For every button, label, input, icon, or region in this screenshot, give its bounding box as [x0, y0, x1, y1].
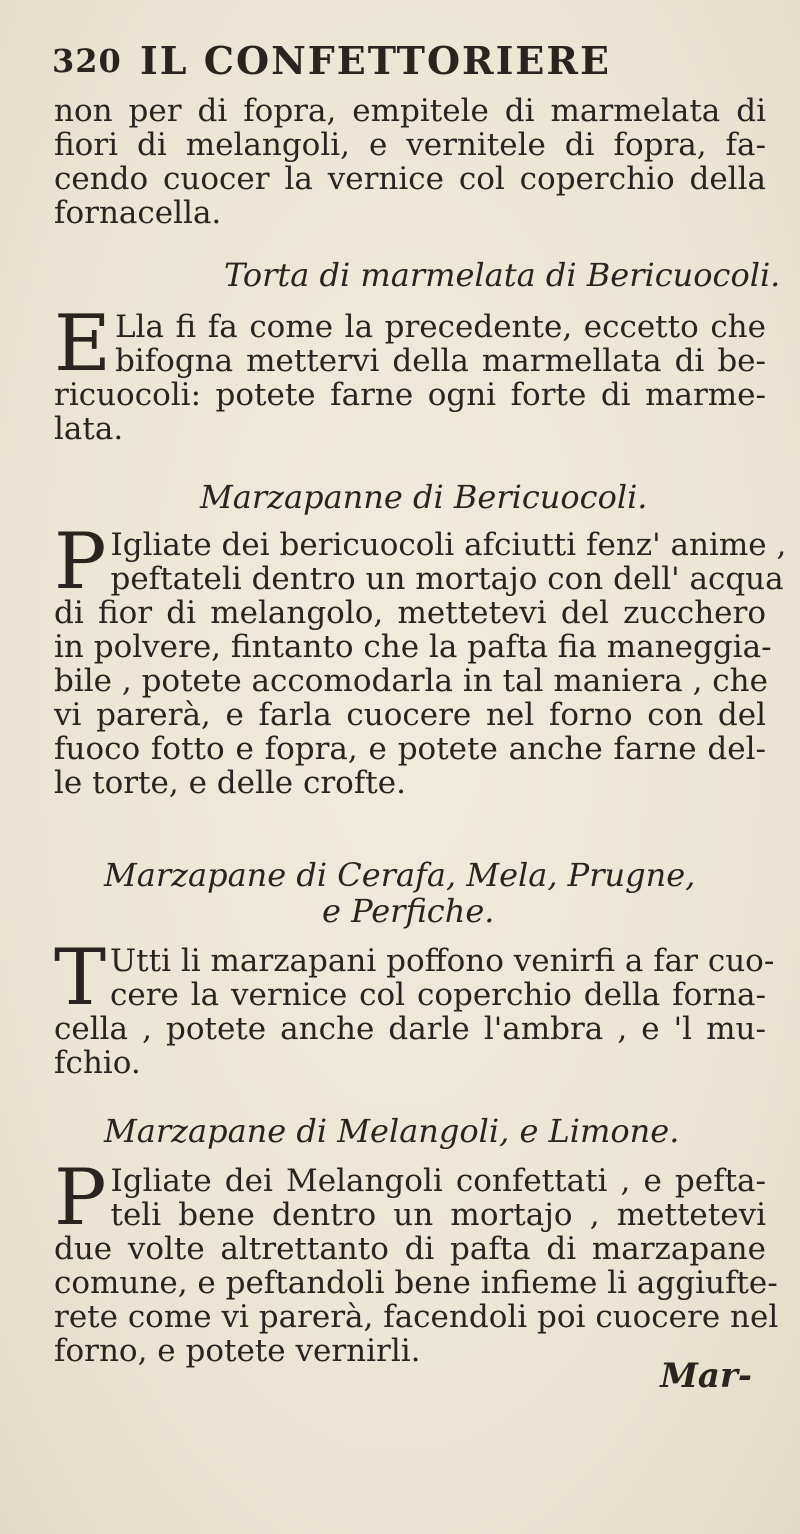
text-line: forno, e potete vernirli. — [54, 1333, 421, 1369]
drop-cap: P — [54, 1153, 107, 1243]
text-line: comune, e peftandoli bene infieme li aggiufte- — [54, 1265, 778, 1301]
drop-cap: P — [54, 517, 107, 607]
text-line: due volte altrettanto di pafta di marzapane — [54, 1231, 766, 1267]
section-title: Marzapanne di Bericuocoli. — [200, 478, 648, 516]
text-line: di fior di melangolo, mettetevi del zucchero — [54, 595, 766, 631]
text-line: fornacella. — [54, 195, 222, 231]
text-line: Igliate dei Melangoli confettati , e pefta- — [110, 1163, 766, 1199]
text-line: Igliate dei bericuocoli afciutti fenz' anime , — [110, 527, 787, 563]
page-header — [52, 38, 752, 88]
text-line: ricuocoli: potete farne ogni forte di marme- — [54, 377, 766, 413]
text-line: fchio. — [54, 1045, 141, 1081]
text-line: cere la vernice col coperchio della forna- — [110, 977, 766, 1013]
section-title: Marzapane di Melangoli, e Limone. — [104, 1112, 680, 1150]
section-title: Torta di marmelata di Bericuocoli. — [224, 256, 781, 294]
text-line: teli bene dentro un mortajo , mettetevi — [110, 1197, 766, 1233]
section-title-continued: e Perfiche. — [322, 892, 495, 930]
page-number: 320 — [52, 42, 122, 80]
text-line: cendo cuocer la vernice col coperchio della — [54, 161, 766, 197]
text-line: fuoco fotto e fopra, e potete anche farne del- — [54, 731, 766, 767]
text-line: bifogna mettervi della marmellata di be- — [114, 343, 766, 379]
text-line: lata. — [54, 411, 124, 447]
text-line: cella , potete anche darle l'ambra , e 'l mu- — [54, 1011, 766, 1047]
text-line: peftateli dentro un mortajo con dell' acqua — [110, 561, 784, 597]
text-line: in polvere, fintanto che la pafta fia maneggia- — [54, 629, 772, 665]
running-head: IL CONFETTORIERE — [140, 38, 611, 83]
text-line: Utti li marzapani poffono venirfi a far cuo- — [110, 943, 775, 979]
section-title: Marzapane di Cerafa, Mela, Prugne, — [104, 856, 696, 894]
section-paragraph — [54, 933, 775, 1081]
text-line: rete come vi parerà, facendoli poi cuocere nel — [54, 1299, 779, 1335]
intro-paragraph — [54, 94, 766, 230]
text-line: Lla fi fa come la precedente, eccetto che — [114, 309, 766, 345]
catchword: Mar- — [660, 1356, 752, 1396]
text-line: le torte, e delle crofte. — [54, 765, 406, 801]
section-paragraph — [54, 1153, 779, 1369]
text-line: fiori di melangoli, e vernitele di fopra, fa- — [54, 127, 766, 163]
section-paragraph — [54, 299, 766, 447]
drop-cap: E — [54, 299, 111, 389]
text-line: non per di fopra, empitele di marmelata di — [54, 93, 766, 129]
drop-cap: T — [54, 933, 107, 1023]
section-paragraph — [54, 517, 787, 801]
text-line: vi parerà, e farla cuocere nel forno con del — [54, 697, 766, 733]
text-line: bile , potete accomodarla in tal maniera , che — [54, 663, 768, 699]
